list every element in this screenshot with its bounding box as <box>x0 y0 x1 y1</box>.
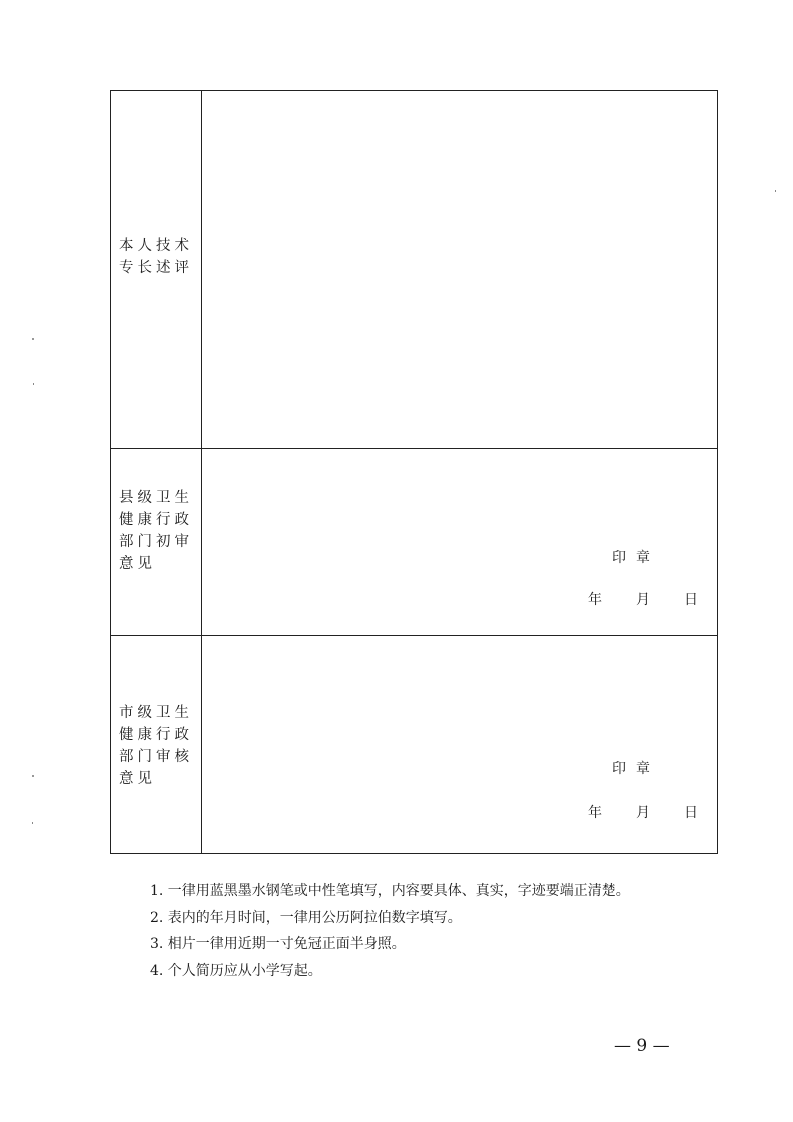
city-review-label-cell <box>111 636 202 853</box>
scan-speck <box>32 775 34 777</box>
city-seal-text: 印章 <box>612 761 660 777</box>
city-date-day: 日 <box>684 805 698 821</box>
technical-expertise-label: 本人技术 专长述评 <box>119 238 193 276</box>
city-review-field[interactable] <box>202 636 717 853</box>
county-date-month: 月 <box>636 592 650 608</box>
page-number: — 9 — <box>614 1036 670 1056</box>
county-date-day: 日 <box>684 592 698 608</box>
technical-expertise-field[interactable] <box>202 91 717 448</box>
technical-expertise-label-cell <box>111 91 202 448</box>
county-review-label-cell <box>111 449 202 635</box>
county-review-field[interactable] <box>202 449 717 635</box>
note-item: 2. 表内的年月时间，一律用公历阿拉伯数字填写。 <box>150 909 462 926</box>
city-review-row <box>111 635 717 853</box>
note-item: 3. 相片一律用近期一寸免冠正面半身照。 <box>150 936 406 952</box>
city-date-month: 月 <box>636 805 650 821</box>
scan-speck <box>32 338 34 340</box>
technical-expertise-row <box>111 91 717 448</box>
notes-list <box>150 878 630 984</box>
scan-speck <box>33 383 34 385</box>
note-item: 4. 个人简历应从小学写起。 <box>150 962 322 979</box>
review-form-table <box>110 90 718 854</box>
scan-speck <box>32 822 33 824</box>
county-seal-text: 印章 <box>612 550 660 566</box>
county-date-year: 年 <box>588 592 602 608</box>
city-review-label: 市级卫生 健康行政 部门审核 意见 <box>119 705 193 787</box>
county-review-row <box>111 448 717 635</box>
note-item: 1. 一律用蓝黑墨水钢笔或中性笔填写，内容要具体、真实，字迹要端正清楚。 <box>150 883 630 899</box>
scan-speck <box>775 190 776 192</box>
county-review-label: 县级卫生 健康行政 部门初审 意见 <box>119 490 193 572</box>
city-date-year: 年 <box>588 805 602 821</box>
